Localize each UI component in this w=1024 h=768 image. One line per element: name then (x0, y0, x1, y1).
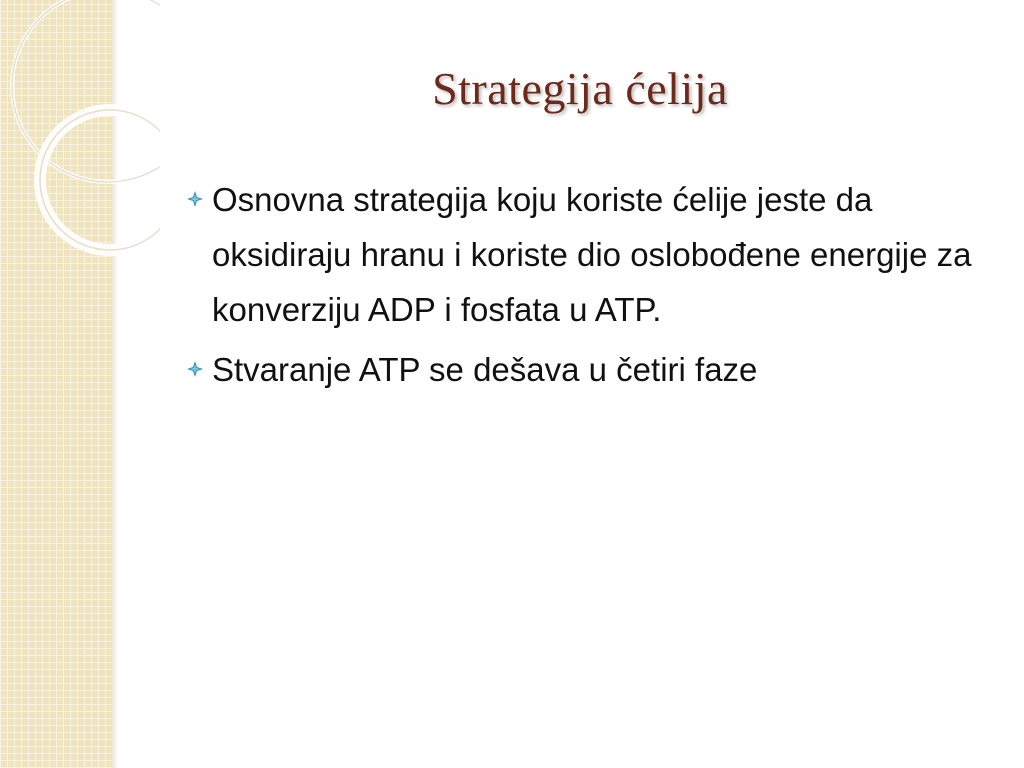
bullet-text: Stvaranje ATP se dešava u četiri faze (212, 351, 758, 388)
bullet-text: Osnovna strategija koju koriste ćelije jeste da oksidiraju hranu i koriste dio oslobođene energije za konverziju ADP i fosfata u ATP. (212, 181, 972, 328)
bullet-item (186, 172, 986, 337)
bullet-list (186, 172, 986, 402)
slide-title: Strategija ćelija (432, 63, 728, 114)
decorative-rings-graphic (0, 0, 160, 260)
diamond-bullet-icon (186, 190, 204, 208)
diamond-bullet-icon (186, 360, 204, 378)
bullet-item (186, 342, 986, 397)
